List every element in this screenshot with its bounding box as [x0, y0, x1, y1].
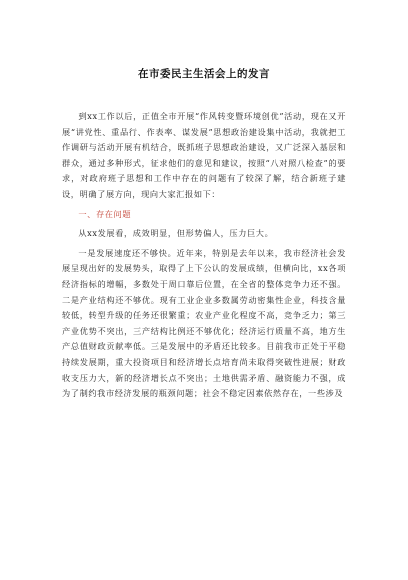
intro-paragraph: 到xx工作以后，正值全市开展“作风转变暨环境创优”活动，现在又开展“讲党性、重品行、作表率、谋发展”思想政治建设集中活动，我就把工作调研与活动开展有机结合，既抓班子思想政治建设，又广泛深入基层和群众，通过多种形式，征求他们的意见和建议，按照“八对照八检查”的要求，对政府班子思想和工作中存在的问题有了较深了解，结合新班子建设，明确了展方向，现向大家汇报如下： — [62, 111, 346, 199]
section-body-paragraph: 一是发展速度还不够快。近年来，特别是去年以来，我市经济社会发展呈现出好的发展势头，取得了上下公认的发展成绩，但横向比，xx各项经济指标的增幅，多数处于周口靠后位置，在全省的整体竞争力还不强。二是产业结构还不够优。现有工业企业多数属劳动密集性企业，科技含量较低，转型升级的任务还很繁重；农业产业化程度不高，竞争乏力；第三产业优势不突出，三产结构比例还不够优化；经济运行质量不高，地方生产总值财政贡献率低。三是发展中的矛盾还比较多。目前我市正处于平稳持续发展期，重大投资项目和经济增长点培育尚未取得突破性进展；财政收支压力大，新的经济增长点不突出；土地供需矛盾、融资能力不强，成为了制约我市经济发展的瓶颈问题；社会不稳定因素依然存在，一些涉及 — [62, 247, 346, 399]
document-title: 在市委民主生活会上的发言 — [138, 68, 270, 80]
section-heading: 一、存在问题 — [78, 208, 132, 219]
section-lead-paragraph: 从xx发展看，成效明显，但形势偏人，压力巨大。 — [78, 228, 274, 239]
